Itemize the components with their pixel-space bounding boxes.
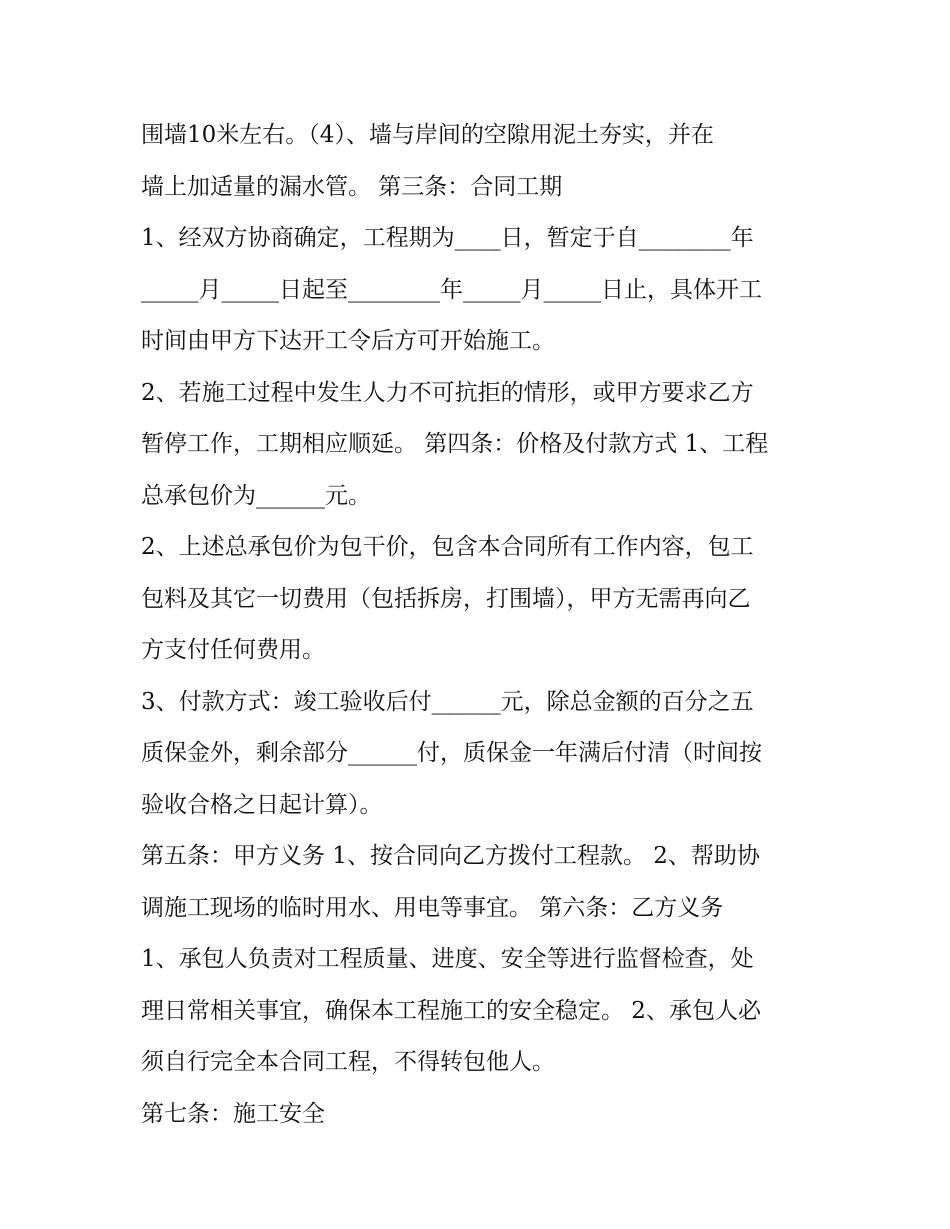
text-line: 第五条：甲方义务 1、按合同向乙方拨付工程款。 2、帮助协 bbox=[141, 843, 760, 869]
text-line: 时间由甲方下达开工令后方可开始施工。 bbox=[141, 328, 555, 354]
contract-text bbox=[141, 110, 841, 1140]
text-line: 2、上述总承包价为包干价，包含本合同所有工作内容，包工 bbox=[141, 534, 754, 560]
text-line: 理日常相关事宜，确保本工程施工的安全稳定。 2、承包人必 bbox=[141, 997, 761, 1024]
text-line: 验收合格之日起计算）。 bbox=[141, 791, 383, 818]
text-line: 调施工现场的临时用水、用电等事宜。 第六条：乙方义务 bbox=[141, 894, 724, 921]
text-line: 包料及其它一切费用（包括拆房，打围墙），甲方无需再向乙 bbox=[141, 585, 751, 612]
text-line: 围墙10米左右。（4）、墙与岸间的空隙用泥土夯实，并在 bbox=[141, 122, 714, 148]
text-line: 2、若施工过程中发生人力不可抗拒的情形，或甲方要求乙方 bbox=[141, 379, 754, 406]
section-heading: 第七条：施工安全 bbox=[141, 1100, 325, 1127]
text-line: 暂停工作，工期相应顺延。 第四条：价格及付款方式 1、工程 bbox=[141, 431, 769, 457]
text-line: 1、承包人负责对工程质量、进度、安全等进行监督检查，处 bbox=[141, 946, 754, 972]
text-line: 1、经双方协商确定，工程期为____日，暂定于自________年 bbox=[141, 225, 754, 251]
text-line: 墙上加适量的漏水管。 第三条：合同工期 bbox=[141, 173, 563, 200]
text-line: 3、付款方式：竣工验收后付______元，除总金额的百分之五 bbox=[141, 688, 754, 715]
text-line: 总承包价为______元。 bbox=[141, 482, 371, 509]
text-line: 方支付任何费用。 bbox=[141, 637, 325, 663]
text-line: 须自行完全本合同工程，不得转包他人。 bbox=[141, 1049, 555, 1075]
text-line: 质保金外，剩余部分______付，质保金一年满后付清（时间按 bbox=[141, 740, 762, 766]
text-line: _____月_____日起至________年_____月_____日止，具体开工 bbox=[141, 276, 762, 303]
